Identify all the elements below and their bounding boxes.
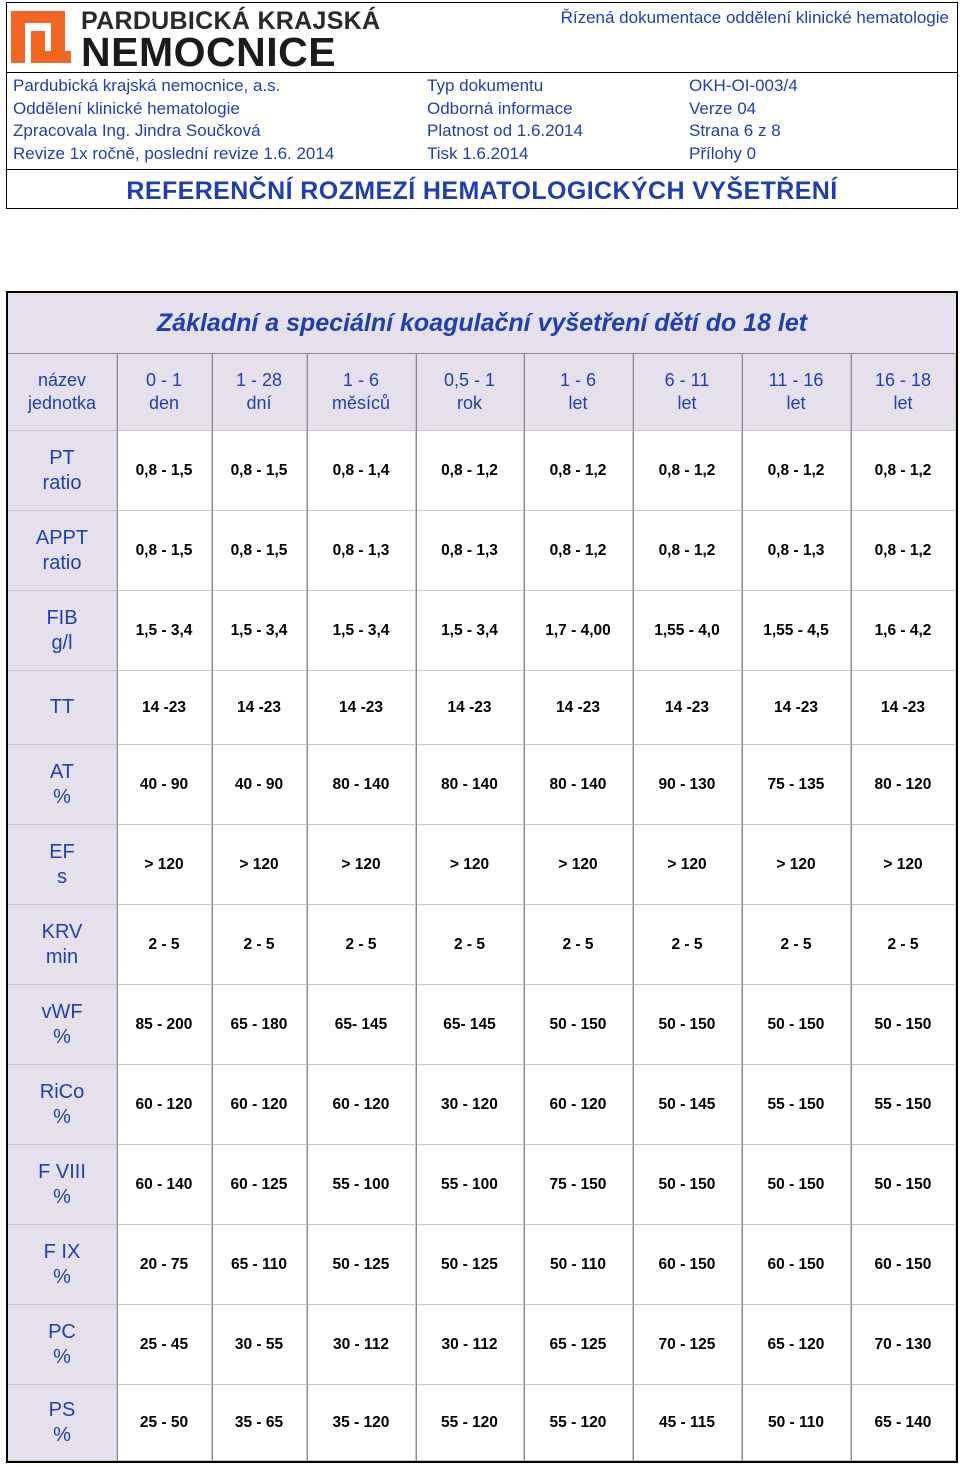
reference-range-value: 1,55 - 4,0 xyxy=(633,591,742,671)
reference-range-value: 0,8 - 1,2 xyxy=(742,431,851,511)
reference-range-value: 65- 145 xyxy=(307,985,416,1065)
logo-text-line2: NEMOCNICE xyxy=(81,29,337,75)
reference-range-value: 1,7 - 4,00 xyxy=(524,591,633,671)
column-header-age-range xyxy=(742,354,851,431)
row-label xyxy=(8,1385,117,1461)
reference-range-value: 14 -23 xyxy=(416,671,524,745)
column-header-text: 0 - 1 xyxy=(145,370,183,390)
column-divider xyxy=(307,354,308,1461)
column-header-text: let xyxy=(893,393,913,413)
reference-range-value: 0,8 - 1,5 xyxy=(117,431,212,511)
reference-range-value: 50 - 150 xyxy=(524,985,633,1065)
reference-range-value: 25 - 50 xyxy=(117,1385,212,1461)
meta-line: Pardubická krajská nemocnice, a.s. xyxy=(13,76,281,95)
reference-range-value: 65- 145 xyxy=(416,985,524,1065)
logo-text-line1: PARDUBICKÁ KRAJSKÁ xyxy=(81,7,381,35)
row-label-text: PS xyxy=(48,1398,76,1421)
column-header-text: jednotka xyxy=(27,393,97,413)
reference-range-value: 60 - 120 xyxy=(117,1065,212,1145)
row-label-text: % xyxy=(53,1423,71,1446)
row-label-text: FIB xyxy=(46,606,78,629)
reference-range-value: 50 - 125 xyxy=(307,1225,416,1305)
reference-range-value: 70 - 130 xyxy=(851,1305,956,1385)
reference-range-value: 55 - 150 xyxy=(742,1065,851,1145)
meta-line: Zpracovala Ing. Jindra Součková xyxy=(13,121,261,140)
column-header-text: let xyxy=(677,393,697,413)
reference-range-value: 50 - 150 xyxy=(851,985,956,1065)
row-label-text: F VIII xyxy=(38,1160,86,1183)
reference-range-value: 60 - 150 xyxy=(633,1225,742,1305)
column-header-text: dní xyxy=(246,393,272,413)
column-divider xyxy=(524,354,525,1461)
reference-range-value: 60 - 140 xyxy=(117,1145,212,1225)
reference-range-value: > 120 xyxy=(212,825,307,905)
table-caption: Základní a speciální koagulační vyšetření dětí do 18 let xyxy=(8,293,956,354)
row-label-text: % xyxy=(53,1265,71,1288)
meta-line: Oddělení klinické hematologie xyxy=(13,98,240,118)
row-label-text: EF xyxy=(49,840,75,863)
reference-range-value: 20 - 75 xyxy=(117,1225,212,1305)
reference-range-value: 80 - 140 xyxy=(307,745,416,825)
reference-range-value: 0,8 - 1,5 xyxy=(212,431,307,511)
reference-range-value: 0,8 - 1,2 xyxy=(851,511,956,591)
reference-range-value: 50 - 150 xyxy=(742,985,851,1065)
reference-range-value: > 120 xyxy=(851,825,956,905)
column-header-age-range xyxy=(212,354,307,431)
column-header-label xyxy=(8,354,117,431)
row-label-text: AT xyxy=(49,760,75,783)
column-divider xyxy=(117,354,118,1461)
reference-range-value: 14 -23 xyxy=(524,671,633,745)
reference-range-value: 30 - 55 xyxy=(212,1305,307,1385)
reference-range-table xyxy=(6,291,958,1463)
row-label-text: s xyxy=(57,865,67,888)
reference-range-value: 30 - 120 xyxy=(416,1065,524,1145)
column-header-text: název xyxy=(37,370,87,390)
reference-range-value: 0,8 - 1,2 xyxy=(633,431,742,511)
reference-range-value: 0,8 - 1,2 xyxy=(416,431,524,511)
reference-range-value: 2 - 5 xyxy=(524,905,633,985)
reference-range-value: 2 - 5 xyxy=(742,905,851,985)
reference-range-value: 25 - 45 xyxy=(117,1305,212,1385)
column-header-text: let xyxy=(786,393,806,413)
document-control-label: Řízená dokumentace oddělení klinické hematologie xyxy=(560,8,949,27)
reference-range-value: 0,8 - 1,5 xyxy=(212,511,307,591)
reference-range-value: 0,8 - 1,2 xyxy=(851,431,956,511)
row-label-text: TT xyxy=(49,696,75,718)
row-label-text: RiCo xyxy=(39,1080,85,1103)
reference-range-value: 0,8 - 1,3 xyxy=(416,511,524,591)
reference-range-value: > 120 xyxy=(633,825,742,905)
reference-range-value: 1,6 - 4,2 xyxy=(851,591,956,671)
reference-range-value: 2 - 5 xyxy=(212,905,307,985)
reference-range-value: 35 - 120 xyxy=(307,1385,416,1461)
reference-range-value: 90 - 130 xyxy=(633,745,742,825)
reference-range-value: 60 - 150 xyxy=(742,1225,851,1305)
column-header-text: 16 - 18 xyxy=(874,370,932,390)
column-header-age-range xyxy=(307,354,416,431)
meta-line: Přílohy 0 xyxy=(689,143,757,163)
reference-range-value: 35 - 65 xyxy=(212,1385,307,1461)
reference-range-value: 55 - 100 xyxy=(416,1145,524,1225)
document-title: REFERENČNÍ ROZMEZÍ HEMATOLOGICKÝCH VYŠETŘENÍ xyxy=(126,177,838,205)
column-header-text: rok xyxy=(456,393,482,413)
hospital-logo-mark-icon xyxy=(9,7,75,67)
reference-range-value: > 120 xyxy=(742,825,851,905)
row-label xyxy=(8,431,117,511)
row-label-text: PC xyxy=(48,1320,76,1343)
column-header-age-range xyxy=(416,354,524,431)
row-label-text: min xyxy=(45,945,79,968)
reference-range-value: 0,8 - 1,3 xyxy=(742,511,851,591)
reference-range-value: 75 - 135 xyxy=(742,745,851,825)
reference-range-value: 14 -23 xyxy=(212,671,307,745)
reference-range-value: 2 - 5 xyxy=(307,905,416,985)
column-divider xyxy=(633,354,634,1461)
row-label xyxy=(8,511,117,591)
reference-range-value: 65 - 110 xyxy=(212,1225,307,1305)
column-header-age-range xyxy=(851,354,956,431)
divider xyxy=(7,72,957,73)
reference-range-value: 50 - 150 xyxy=(742,1145,851,1225)
meta-line: Platnost od 1.6.2014 xyxy=(427,121,583,140)
row-label xyxy=(8,745,117,825)
reference-range-value: 1,5 - 3,4 xyxy=(416,591,524,671)
column-header-text: 6 - 11 xyxy=(664,370,710,390)
reference-range-value: 45 - 115 xyxy=(633,1385,742,1461)
row-label-text: g/l xyxy=(51,631,73,654)
reference-range-value: 55 - 120 xyxy=(524,1385,633,1461)
reference-range-value: 65 - 180 xyxy=(212,985,307,1065)
meta-column-organization xyxy=(13,75,334,165)
meta-line: OKH-OI-003/4 xyxy=(689,76,798,95)
reference-range-value: 0,8 - 1,2 xyxy=(524,431,633,511)
row-label xyxy=(8,1225,117,1305)
reference-range-value: 0,8 - 1,2 xyxy=(524,511,633,591)
meta-line: Strana 6 z 8 xyxy=(689,121,781,140)
row-label-text: vWF xyxy=(41,1000,83,1023)
reference-range-value: 14 -23 xyxy=(851,671,956,745)
column-header-text: 1 - 6 xyxy=(559,370,597,390)
reference-range-value: 55 - 150 xyxy=(851,1065,956,1145)
reference-range-value: 65 - 120 xyxy=(742,1305,851,1385)
row-label-text: PT xyxy=(49,446,75,469)
row-label xyxy=(8,671,117,745)
row-label-text: KRV xyxy=(41,920,83,943)
row-label xyxy=(8,905,117,985)
meta-line: Verze 04 xyxy=(689,98,757,118)
reference-range-value: 65 - 125 xyxy=(524,1305,633,1385)
hospital-logo xyxy=(9,5,381,75)
reference-range-value: > 120 xyxy=(524,825,633,905)
reference-range-value: 50 - 145 xyxy=(633,1065,742,1145)
reference-range-value: 0,8 - 1,5 xyxy=(117,511,212,591)
reference-range-value: 40 - 90 xyxy=(117,745,212,825)
reference-range-value: 80 - 120 xyxy=(851,745,956,825)
reference-range-value: 30 - 112 xyxy=(416,1305,524,1385)
reference-range-value: 2 - 5 xyxy=(851,905,956,985)
row-label-text: ratio xyxy=(42,551,82,574)
row-label-text: % xyxy=(53,1345,71,1368)
row-label xyxy=(8,591,117,671)
reference-range-value: > 120 xyxy=(307,825,416,905)
row-label-text: % xyxy=(53,1105,71,1128)
column-header-text: 0,5 - 1 xyxy=(443,370,496,390)
reference-range-value: 30 - 112 xyxy=(307,1305,416,1385)
reference-range-value: 60 - 120 xyxy=(524,1065,633,1145)
reference-range-value: 2 - 5 xyxy=(117,905,212,985)
reference-range-value: 50 - 150 xyxy=(633,1145,742,1225)
column-divider xyxy=(742,354,743,1461)
row-label-text: ratio xyxy=(42,471,82,494)
reference-range-value: 14 -23 xyxy=(307,671,416,745)
meta-column-document-type xyxy=(427,75,583,165)
reference-range-value: 1,5 - 3,4 xyxy=(212,591,307,671)
reference-range-value: 50 - 150 xyxy=(851,1145,956,1225)
reference-range-value: 2 - 5 xyxy=(633,905,742,985)
meta-line: Tisk 1.6.2014 xyxy=(427,143,529,163)
reference-range-value: 50 - 110 xyxy=(524,1225,633,1305)
document-header xyxy=(6,2,958,209)
reference-range-value: 1,5 - 3,4 xyxy=(117,591,212,671)
row-label xyxy=(8,825,117,905)
column-header-text: 1 - 6 xyxy=(342,370,380,390)
reference-range-value: 80 - 140 xyxy=(524,745,633,825)
reference-range-value: 50 - 110 xyxy=(742,1385,851,1461)
column-divider xyxy=(416,354,417,1461)
row-label-text: APPT xyxy=(35,526,89,549)
column-divider xyxy=(212,354,213,1461)
row-label xyxy=(8,1065,117,1145)
column-header-text: let xyxy=(568,393,588,413)
reference-range-value: 70 - 125 xyxy=(633,1305,742,1385)
row-label-text: % xyxy=(53,1185,71,1208)
column-header-text: 1 - 28 xyxy=(235,370,283,390)
reference-range-value: 80 - 140 xyxy=(416,745,524,825)
reference-range-value: 60 - 120 xyxy=(212,1065,307,1145)
column-header-age-range xyxy=(117,354,212,431)
reference-range-value: 60 - 125 xyxy=(212,1145,307,1225)
reference-range-value: 60 - 120 xyxy=(307,1065,416,1145)
reference-range-value: 1,55 - 4,5 xyxy=(742,591,851,671)
column-header-age-range xyxy=(633,354,742,431)
reference-range-value: 14 -23 xyxy=(742,671,851,745)
divider xyxy=(7,169,957,170)
reference-range-value: 1,5 - 3,4 xyxy=(307,591,416,671)
row-label-text: F IX xyxy=(43,1240,81,1263)
reference-range-value: 55 - 120 xyxy=(416,1385,524,1461)
row-label-text: % xyxy=(53,785,71,808)
reference-range-value: 50 - 150 xyxy=(633,985,742,1065)
reference-range-value: 0,8 - 1,3 xyxy=(307,511,416,591)
reference-range-value: 0,8 - 1,2 xyxy=(633,511,742,591)
meta-line: Typ dokumentu xyxy=(427,76,544,95)
row-label xyxy=(8,985,117,1065)
column-header-age-range xyxy=(524,354,633,431)
row-label xyxy=(8,1145,117,1225)
reference-range-value: 55 - 100 xyxy=(307,1145,416,1225)
column-header-text: měsíců xyxy=(331,393,391,413)
meta-line: Revize 1x ročně, poslední revize 1.6. 2014 xyxy=(13,143,335,163)
column-header-text: 11 - 16 xyxy=(768,370,824,390)
reference-range-value: 50 - 125 xyxy=(416,1225,524,1305)
reference-range-value: 40 - 90 xyxy=(212,745,307,825)
column-divider xyxy=(851,354,852,1461)
reference-range-value: 65 - 140 xyxy=(851,1385,956,1461)
reference-range-value: 75 - 150 xyxy=(524,1145,633,1225)
reference-range-value: > 120 xyxy=(117,825,212,905)
meta-column-document-id xyxy=(689,75,798,165)
reference-range-value: > 120 xyxy=(416,825,524,905)
reference-range-value: 60 - 150 xyxy=(851,1225,956,1305)
reference-range-value: 0,8 - 1,4 xyxy=(307,431,416,511)
meta-line: Odborná informace xyxy=(427,98,573,118)
row-label xyxy=(8,1305,117,1385)
reference-range-value: 85 - 200 xyxy=(117,985,212,1065)
row-label-text: % xyxy=(53,1025,71,1048)
reference-range-value: 14 -23 xyxy=(633,671,742,745)
reference-range-value: 2 - 5 xyxy=(416,905,524,985)
column-header-text: den xyxy=(148,393,180,413)
reference-range-value: 14 -23 xyxy=(117,671,212,745)
